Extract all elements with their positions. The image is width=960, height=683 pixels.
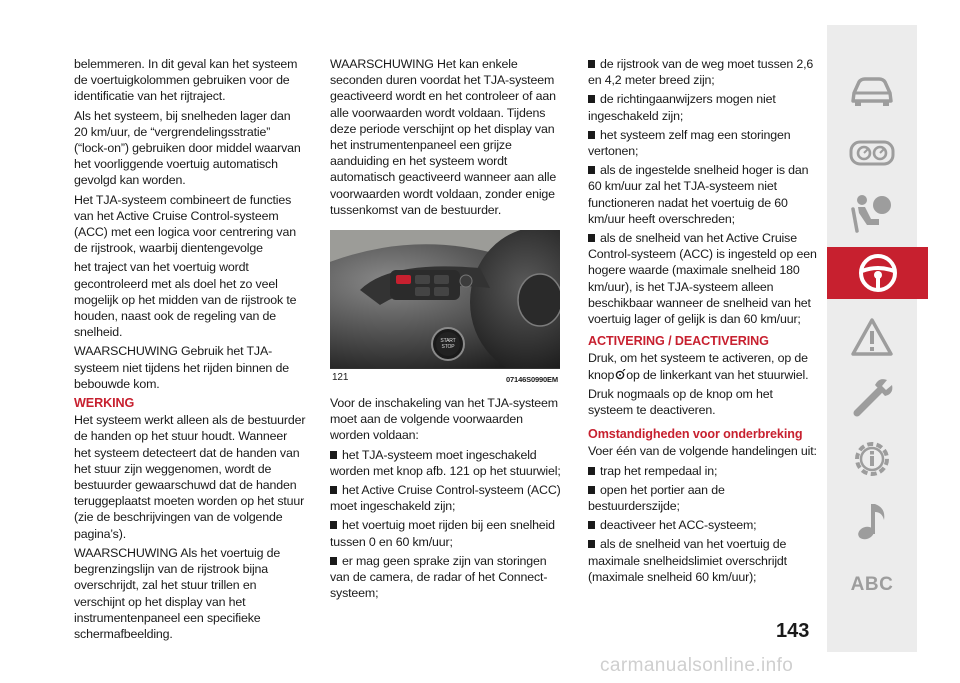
warning-paragraph: WAARSCHUWING Gebruik het TJA-systeem niet tijdens het rijden binnen de bebouwde kom. bbox=[74, 344, 289, 391]
car-icon bbox=[849, 75, 895, 107]
bullet-square-icon bbox=[588, 540, 595, 548]
chapter-tab-index[interactable] bbox=[827, 559, 917, 611]
chapter-tab-maintenance[interactable] bbox=[827, 371, 917, 423]
bullet-square-icon bbox=[588, 131, 595, 139]
bullet-square-icon bbox=[330, 451, 337, 459]
list-item: het TJA-systeem moet ingeschakeld worden met knop afb. 121 op het stuurwiel; bbox=[330, 447, 561, 478]
page-number: 143 bbox=[776, 620, 810, 642]
list-item: deactiveer het ACC-systeem; bbox=[588, 517, 818, 533]
watermark: carmanualsonline.info bbox=[600, 655, 794, 676]
bullet-square-icon bbox=[588, 166, 595, 174]
steering-wheel-icon bbox=[856, 251, 900, 295]
chapter-tab-safety[interactable] bbox=[827, 187, 917, 239]
list-item: de rijstrook van de weg moet tussen 2,6 en 4,2 meter breed zijn; bbox=[588, 57, 814, 88]
bullet-square-icon bbox=[588, 60, 595, 68]
dashboard-gauges-icon bbox=[849, 140, 895, 166]
list-item: er mag geen sprake zijn van storingen van de camera, de radar of het Connect-systeem; bbox=[330, 553, 548, 601]
chapter-tab-dashboard[interactable] bbox=[827, 127, 917, 179]
list-item: als de ingestelde snelheid hoger is dan 60 km/uur zal het TJA-systeem niet functioneren nadat het voertuig de 60 km/uur heeft overschreden; bbox=[588, 163, 809, 226]
list-item: de richtingaanwijzers mogen niet ingeschakeld zijn; bbox=[588, 92, 776, 123]
bullet-square-icon bbox=[330, 521, 337, 529]
steering-wheel-figure bbox=[330, 230, 560, 385]
bullet-square-icon bbox=[588, 467, 595, 475]
airbag-seat-icon bbox=[849, 193, 895, 233]
warning-triangle-icon bbox=[850, 317, 894, 357]
paragraph: Het systeem werkt alleen als de bestuurder de handen op het stuur houdt. Wanneer het systeem detecteert dat de handen van het stuur zijn weggenomen, wordt de bestuurder gewaarschuwd dat de handen teruggeplaatst moeten worden op het stuur (zie de beschrijvingen van de volgende pagina’s). bbox=[74, 413, 306, 541]
figure-caption-rule bbox=[330, 368, 560, 369]
list-item: trap het rempedaal in; bbox=[588, 463, 818, 479]
list-item: als de snelheid van het voertuig de maximale snelheidslimiet overschrijdt (maximale snelheid 60 km/uur); bbox=[588, 537, 787, 584]
steering-wheel-illustration bbox=[330, 230, 560, 368]
bullet-square-icon bbox=[330, 486, 337, 494]
bullet-square-icon bbox=[588, 486, 595, 494]
steering-wheel-button-icon bbox=[614, 369, 626, 381]
bullet-square-icon bbox=[588, 95, 595, 103]
text-column-2 bbox=[330, 56, 562, 604]
gear-info-icon bbox=[849, 436, 895, 482]
text-column-3 bbox=[588, 56, 818, 588]
paragraph: Voer één van de volgende handelingen uit: bbox=[588, 444, 817, 459]
paragraph: het traject van het voertuig wordt gecontroleerd met als doel het zo veel mogelijk op het midden van de rijstrook te houden, naast ook de regeling van de snelheid. bbox=[74, 260, 297, 340]
wrench-icon bbox=[849, 375, 895, 419]
chapter-tab-driving[interactable] bbox=[827, 247, 928, 299]
section-heading-werking: WERKING bbox=[74, 396, 135, 411]
chapter-tab-car[interactable] bbox=[827, 65, 917, 117]
svg-text:STOP: STOP bbox=[441, 344, 455, 351]
chapter-tab-technical[interactable] bbox=[827, 433, 917, 485]
paragraph: belemmeren. In dit geval kan het systeem de voertuigkolommen gebruiken voor de identificatie van het rijtraject. bbox=[74, 57, 298, 104]
list-item: open het portier aan de bestuurderszijde; bbox=[588, 482, 725, 514]
list-item: als de snelheid van het Active Cruise Control-systeem (ACC) is ingesteld op een hogere waarde (maximale snelheid 180 km/uur), is het TJA-systeem alleen beschikbaar wanneer de snelheid van het voertuig lager of gelijk is dan 60 km/uur; bbox=[588, 231, 817, 327]
list-item: het voertuig moet rijden bij een snelheid tussen 0 en 60 km/uur; bbox=[330, 518, 555, 549]
paragraph: Druk nogmaals op de knop om het systeem te deactiveren. bbox=[588, 386, 773, 418]
steering-wheel-photo bbox=[330, 230, 560, 368]
bullet-square-icon bbox=[588, 521, 595, 529]
abc-index-label: ABC bbox=[850, 574, 894, 595]
chapter-tab-multimedia[interactable] bbox=[827, 495, 917, 547]
bullet-square-icon bbox=[330, 557, 337, 565]
bullet-square-icon bbox=[588, 234, 595, 242]
figure-code: 07146S0990EM bbox=[506, 375, 558, 385]
paragraph: Als het systeem, bij snelheden lager dan 20 km/uur, de “vergrendelingsstratie” (“lock-on”) gebruiken door middel waarvan het voorliggende voertuig automatisch gevolgd kan worden. bbox=[74, 108, 301, 188]
text-column-1 bbox=[74, 56, 306, 645]
warning-paragraph: WAARSCHUWING Als het voertuig de begrenzingslijn van de rijstrook bijna overschrijdt, zal het stuur trillen en verschijnt op het display van het instrumentenpaneel een specifieke schermafbeelding. bbox=[74, 545, 281, 641]
paragraph: Druk, om het systeem te activeren, op de knop op de linkerkant van het stuurwiel. bbox=[588, 351, 809, 382]
warning-paragraph: WAARSCHUWING Het kan enkele seconden duren voordat het TJA-systeem geactiveerd wordt en het controleer of aan alle voorwaarden wordt voldaan. Tijdens deze periode verschijnt op het display van het instrumentenpaneel een grijze aanduiding en het systeem wordt automatisch geactiveerd wanneer aan alle voorwaarden wordt voldaan, zonder enige tussenkomst van de bestuurder. bbox=[330, 57, 557, 217]
music-note-icon bbox=[852, 500, 892, 542]
section-heading-onderbreking: Omstandigheden voor onderbreking bbox=[588, 427, 803, 442]
chapter-tab-warnings[interactable] bbox=[827, 311, 917, 363]
section-heading-activering: ACTIVERING / DEACTIVERING bbox=[588, 334, 769, 349]
list-item: het systeem zelf mag een storingen vertonen; bbox=[588, 127, 791, 159]
svg-text:START: START bbox=[440, 338, 456, 345]
paragraph: Voor de inschakeling van het TJA-systeem moet aan de volgende voorwaarden worden voldaan: bbox=[330, 396, 558, 443]
paragraph: Het TJA-systeem combineert de functies van het Active Cruise Control-systeem (ACC) met een logica voor centrering van de rijstrook, waarbij dientengevolge bbox=[74, 192, 296, 256]
list-item: het Active Cruise Control-systeem (ACC) moet ingeschakeld zijn; bbox=[330, 483, 561, 514]
chapter-sidebar bbox=[827, 25, 917, 652]
figure-number: 121 bbox=[332, 372, 349, 384]
